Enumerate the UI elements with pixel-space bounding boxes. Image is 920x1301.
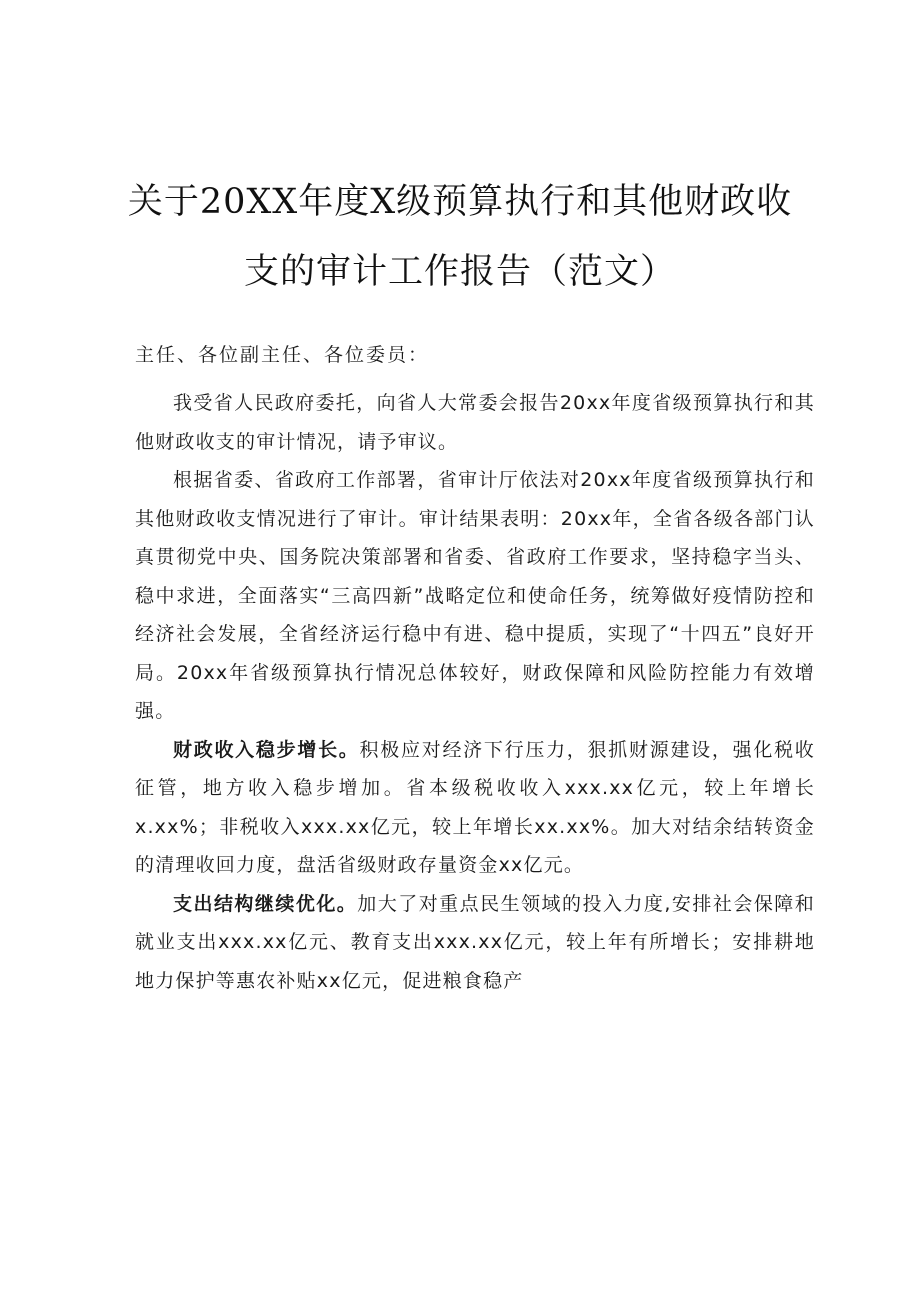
paragraph-intro: [135, 384, 815, 461]
document-body: [135, 384, 815, 1000]
paragraph-revenue: [135, 731, 815, 885]
paragraph-text: 积极应对经济下行压力，狠抓财源建设，强化税收征管，地方收入稳步增加。省本级税收收入xxx.xx亿元，较上年增长x.xx%；非税收入xxx.xx亿元，较上年增长xx.xx%。加大对结余结转资金的清理收回力度，盘活省级财政存量资金xx亿元。: [135, 738, 815, 876]
document-title-line-2: 支的审计工作报告（范文）: [243, 252, 676, 292]
salutation: 主任、各位副主任、各位委员：: [135, 344, 430, 366]
paragraph-text: 根据省委、省政府工作部署，省审计厅依法对20xx年度省级预算执行和其他财政收支情况进行了审计。审计结果表明：20xx年，全省各级各部门认真贯彻党中央、国务院决策部署和省委、省政府工作要求，坚持稳字当头、稳中求进，全面落实“三高四新”战略定位和使命任务，统筹做好疫情防控和经济社会发展，全省经济运行稳中有进、稳中提质，实现了“十四五”良好开局。20xx年省级预算执行情况总体较好，财政保障和风险防控能力有效增强。: [135, 469, 815, 722]
paragraph-lead-revenue: 财政收入稳步增长。: [173, 738, 360, 761]
paragraph-lead-expenditure: 支出结构继续优化。: [173, 892, 358, 915]
paragraph-text: 加大了对重点民生领域的投入力度,安排社会保障和就业支出xxx.xx亿元、教育支出xxx.xx亿元，较上年有所增长；安排耕地地力保护等惠农补贴xx亿元，促进粮食稳产: [135, 892, 815, 992]
paragraph-text: 我受省人民政府委托，向省人大常委会报告20xx年度省级预算执行和其他财政收支的审计情况，请予审议。: [135, 392, 815, 453]
paragraph-expenditure: [135, 885, 815, 1001]
paragraph-audit-summary: [135, 461, 815, 731]
document-title-line-1: 关于20XX年度X级预算执行和其他财政收: [127, 182, 793, 222]
